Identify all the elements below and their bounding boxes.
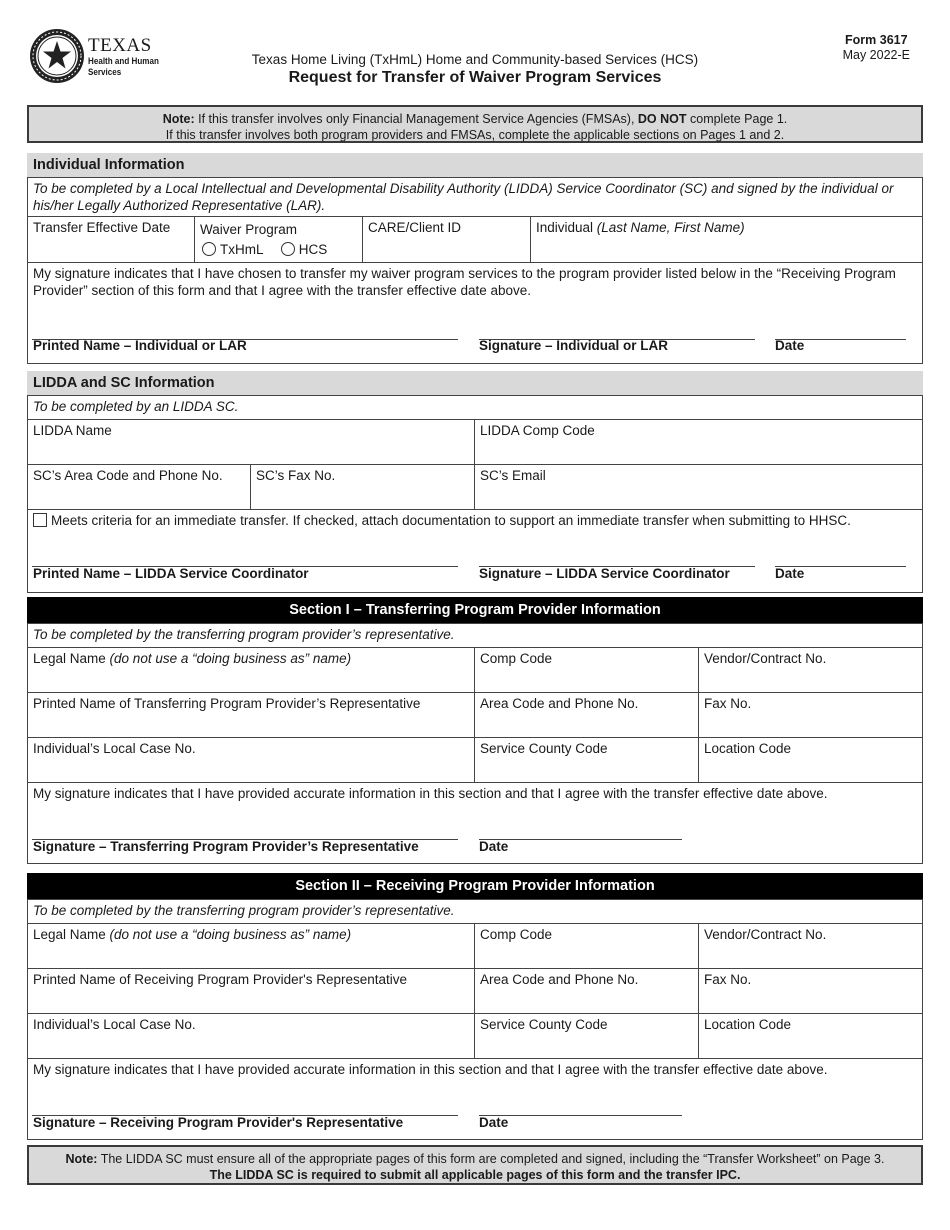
- s2-date-line[interactable]: [479, 1115, 682, 1116]
- top-note-line2: If this transfer involves both program providers and FMSAs, complete the applicable sections on Pages 1 and 2.: [165, 128, 785, 143]
- form-header: [0, 0, 950, 100]
- txhml-radio-label: TxHmL: [220, 241, 263, 257]
- lidda-name-row: [28, 420, 922, 465]
- section2-box: [27, 899, 923, 1140]
- sc-phone-field[interactable]: [28, 465, 251, 509]
- s1-legal-name-hint: (do not use a “doing business as” name): [109, 651, 352, 666]
- s2-rep-name-label: Printed Name of Receiving Program Provider's Representative: [33, 972, 407, 987]
- bottom-note-line2: The LIDDA SC is required to submit all applicable pages of this form and the transfer IPC.: [209, 1168, 741, 1183]
- printed-name-label: Printed Name – Individual or LAR: [33, 338, 247, 353]
- individual-name-label: Individual: [536, 220, 597, 235]
- s1-comp-code-label: Comp Code: [480, 651, 553, 666]
- top-note-bold: DO NOT: [637, 112, 687, 126]
- s2-fax-field[interactable]: [699, 969, 922, 1013]
- section1-instruction-row: [28, 624, 922, 648]
- lidda-instruction: To be completed by an LIDDA SC.: [33, 399, 239, 414]
- section2: [27, 873, 923, 1140]
- section2-heading: Section II – Receiving Program Provider Information: [27, 873, 923, 899]
- s2-case-field[interactable]: [28, 1014, 475, 1058]
- txhml-radio[interactable]: [202, 242, 216, 256]
- s1-vendor-field[interactable]: [699, 648, 922, 692]
- s2-vendor-field[interactable]: [699, 924, 922, 968]
- lidda-section: [27, 371, 923, 593]
- agency-name-line2: Health and Human: [88, 56, 159, 67]
- sc-fax-label: SC’s Fax No.: [256, 468, 336, 483]
- section2-row2: [28, 969, 922, 1014]
- s2-county-field[interactable]: [475, 1014, 699, 1058]
- s1-rep-name-label: Printed Name of Transferring Program Provider’s Representative: [33, 696, 421, 711]
- form-subtitle: Texas Home Living (TxHmL) Home and Community-based Services (HCS): [251, 52, 699, 67]
- immediate-transfer-checkbox[interactable]: [33, 513, 47, 527]
- lidda-instruction-row: [28, 396, 922, 420]
- s2-legal-name-hint: (do not use a “doing business as” name): [109, 927, 352, 942]
- bottom-note: [27, 1145, 923, 1185]
- lidda-box: [27, 395, 923, 593]
- s2-county-label: Service County Code: [480, 1017, 608, 1032]
- sc-email-label: SC’s Email: [480, 468, 546, 483]
- s1-fax-field[interactable]: [699, 693, 922, 737]
- hcs-radio-label: HCS: [298, 241, 328, 257]
- s2-comp-code-label: Comp Code: [480, 927, 553, 942]
- hcs-radio[interactable]: [281, 242, 295, 256]
- section1-row2: [28, 693, 922, 738]
- individual-signature-row: [28, 263, 922, 363]
- s2-legal-name-label: Legal Name: [33, 927, 110, 942]
- signature-label: Signature – Individual or LAR: [479, 338, 669, 353]
- s2-location-field[interactable]: [699, 1014, 922, 1058]
- s1-county-label: Service County Code: [480, 741, 608, 756]
- section1-row3: [28, 738, 922, 783]
- form-id: [843, 33, 910, 63]
- waiver-program-label: Waiver Program: [200, 222, 298, 237]
- s1-case-label: Individual’s Local Case No.: [33, 741, 196, 756]
- section1: [27, 597, 923, 864]
- section1-signature-row: [28, 783, 922, 863]
- s1-county-field[interactable]: [475, 738, 699, 782]
- section1-instruction: To be completed by the transferring program provider’s representative.: [33, 627, 455, 642]
- lidda-comp-code-label: LIDDA Comp Code: [480, 423, 595, 438]
- s1-comp-code-field[interactable]: [475, 648, 699, 692]
- individual-instruction-row: [28, 178, 922, 217]
- s1-signature-label: Signature – Transferring Program Provider’s Representative: [33, 839, 419, 854]
- s2-vendor-label: Vendor/Contract No.: [704, 927, 827, 942]
- s1-phone-label: Area Code and Phone No.: [480, 696, 639, 711]
- top-note-line1: [29, 111, 921, 127]
- section2-instruction: To be completed by the transferring program provider’s representative.: [33, 903, 455, 918]
- s1-legal-name-field[interactable]: [28, 648, 475, 692]
- s1-rep-name-field[interactable]: [28, 693, 475, 737]
- transfer-date-label: Transfer Effective Date: [33, 220, 171, 235]
- individual-name-field[interactable]: [531, 217, 922, 262]
- sc-email-field[interactable]: [475, 465, 922, 509]
- top-note: [27, 105, 923, 143]
- care-id-field[interactable]: [363, 217, 531, 262]
- transfer-date-field[interactable]: [28, 217, 195, 262]
- s2-location-label: Location Code: [704, 1017, 792, 1032]
- individual-fields-row: [28, 217, 922, 263]
- form-title: Request for Transfer of Waiver Program Services: [288, 69, 662, 86]
- lidda-contact-row: [28, 465, 922, 510]
- s2-rep-name-field[interactable]: [28, 969, 475, 1013]
- bottom-note-text: The LIDDA SC must ensure all of the appropriate pages of this form are completed and signed, including the “Transfer Worksheet” on Page 3.: [97, 1152, 885, 1166]
- date-label: Date: [775, 338, 805, 353]
- immediate-transfer-label: Meets criteria for an immediate transfer. If checked, attach documentation to support an immediate transfer when submitting to HHSC.: [51, 513, 851, 528]
- s2-legal-name-field[interactable]: [28, 924, 475, 968]
- s2-date-label: Date: [479, 1115, 509, 1130]
- sc-phone-label: SC’s Area Code and Phone No.: [33, 468, 223, 483]
- agency-name: TEXAS: [88, 35, 152, 56]
- s2-fax-label: Fax No.: [704, 972, 752, 987]
- top-note-label: Note:: [162, 112, 195, 126]
- sc-date-label: Date: [775, 566, 805, 581]
- section1-box: [27, 623, 923, 864]
- sc-printed-name-label: Printed Name – LIDDA Service Coordinator: [33, 566, 309, 581]
- form-date: May 2022-E: [842, 48, 910, 62]
- section2-row1: [28, 924, 922, 969]
- s2-case-label: Individual’s Local Case No.: [33, 1017, 196, 1032]
- form-number: Form 3617: [845, 33, 908, 47]
- bottom-note-line1: [29, 1151, 921, 1167]
- s2-statement: My signature indicates that I have provided accurate information in this section and that I agree with the transfer effective date above.: [33, 1062, 828, 1077]
- individual-box: [27, 177, 923, 364]
- individual-name-hint: (Last Name, First Name): [596, 220, 745, 235]
- top-note-text-b: complete Page 1.: [686, 112, 788, 126]
- section2-instruction-row: [28, 900, 922, 924]
- sc-signature-label: Signature – LIDDA Service Coordinator: [479, 566, 730, 581]
- waiver-options: [200, 240, 357, 260]
- care-id-label: CARE/Client ID: [368, 220, 462, 235]
- s1-location-field[interactable]: [699, 738, 922, 782]
- lidda-name-label: LIDDA Name: [33, 423, 112, 438]
- agency-name-line3: Services: [88, 66, 122, 78]
- lidda-comp-code-field[interactable]: [475, 420, 922, 464]
- s2-phone-field[interactable]: [475, 969, 699, 1013]
- section1-row1: [28, 648, 922, 693]
- s2-comp-code-field[interactable]: [475, 924, 699, 968]
- section1-heading: Section I – Transferring Program Provider Information: [27, 597, 923, 623]
- s1-location-label: Location Code: [704, 741, 792, 756]
- s2-phone-label: Area Code and Phone No.: [480, 972, 639, 987]
- s1-vendor-label: Vendor/Contract No.: [704, 651, 827, 666]
- title-block: [0, 52, 950, 87]
- s2-signature-label: Signature – Receiving Program Provider's Representative: [33, 1115, 404, 1130]
- individual-statement: My signature indicates that I have chosen to transfer my waiver program services to the program provider listed below in the “Receiving Program Provider” section of this form and that I agree with the transfer effective date above.: [33, 266, 896, 298]
- s1-fax-label: Fax No.: [704, 696, 752, 711]
- lidda-heading: LIDDA and SC Information: [27, 371, 923, 395]
- s1-case-field[interactable]: [28, 738, 475, 782]
- sc-fax-field[interactable]: [251, 465, 475, 509]
- s1-date-line[interactable]: [479, 839, 682, 840]
- waiver-program-field: [195, 217, 363, 262]
- individual-instruction: To be completed by a Local Intellectual and Developmental Disability Authority (LIDDA) Service Coordinator (SC) and signed by the individual or his/her Legally Authorized Representative (LAR).: [33, 181, 894, 213]
- s1-statement: My signature indicates that I have provided accurate information in this section and that I agree with the transfer effective date above.: [33, 786, 828, 801]
- individual-section: [27, 153, 923, 364]
- top-note-text-a: If this transfer involves only Financial Management Service Agencies (FMSAs),: [194, 112, 638, 126]
- section2-row3: [28, 1014, 922, 1059]
- individual-heading: Individual Information: [27, 153, 923, 177]
- s1-phone-field[interactable]: [475, 693, 699, 737]
- lidda-signature-row: [28, 510, 922, 592]
- section2-signature-row: [28, 1059, 922, 1139]
- bottom-note-label: Note:: [65, 1152, 98, 1166]
- s1-legal-name-label: Legal Name: [33, 651, 110, 666]
- s1-date-label: Date: [479, 839, 509, 854]
- lidda-name-field[interactable]: [28, 420, 475, 464]
